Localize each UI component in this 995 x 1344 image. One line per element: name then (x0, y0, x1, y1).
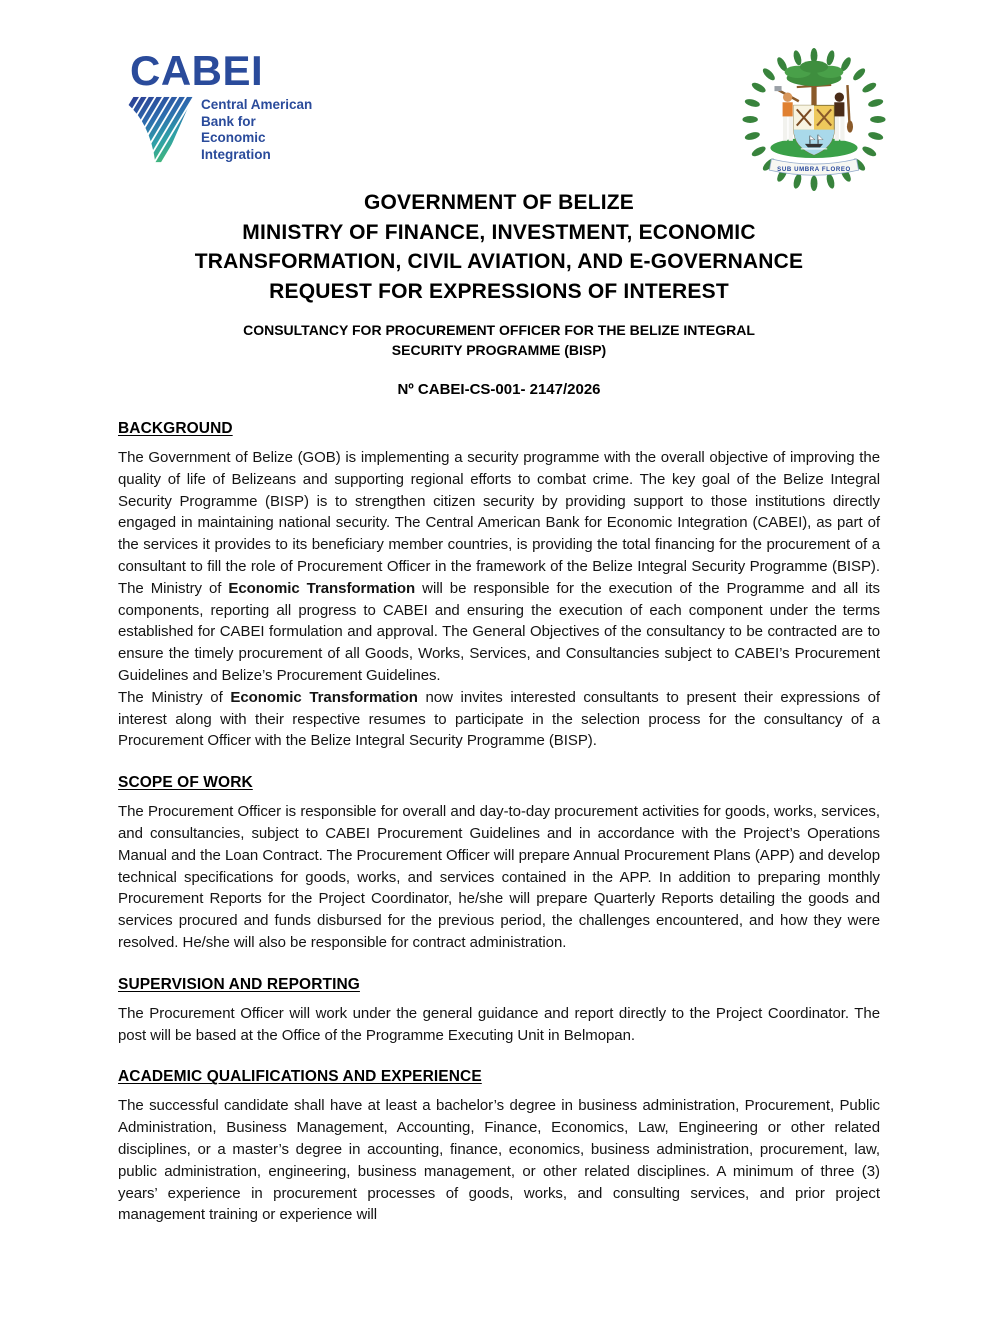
section-academic-qualifications (118, 1068, 880, 1226)
motto-banner (769, 159, 858, 175)
cabei-name-line: Central American (201, 97, 313, 112)
paragraph: The successful candidate shall have at least a bachelor’s degree in business administration, Procurement, Public Administration, Business Management, Accounting, Finance, Economics, Law, Engineering or other related disciplines, or a master’s degree in accounting, finance, economics, business administration, procurement, law, public administration, engineering, business management, or other related disciplines. A minimum of three (3) years’ experience in procurement processes of goods, works, and consulting services, and prior project management training or experience will (118, 1097, 880, 1224)
motto-text: SUB UMBRA FLOREO (777, 166, 851, 174)
paragraph: The Procurement Officer is responsible for overall and day-to-day procurement activities for goods, works, services, and consultancies, subject to CABEI Procurement Guidelines and in accordance with the Project’s Operations Manual and the Loan Contract. The Procurement Officer will prepare Annual Procurement Plans (APP) and develop technical specifications for goods, works, and services contained in the APP. In addition to preparing monthly Procurement Reports for the Project Coordinator, he/she will prepare Quarterly Reports detailing the goods and services procured and funds disbursed for the previous period, the challenges encountered, and how they were resolved. He/she will also be responsible for contract administration. (118, 803, 880, 951)
cabei-logo (118, 47, 348, 164)
cabei-name-line: Integration (201, 146, 271, 162)
paragraph: The Procurement Officer will work under the general guidance and report directly to the Project Coordinator. The post will be based at the Office of the Programme Executing Unit in Belmopan. (118, 1004, 880, 1044)
cabei-full-name (201, 96, 312, 164)
cabei-name-line: Bank for (201, 113, 256, 129)
belize-coat-of-arms-icon (738, 46, 890, 194)
section-background (118, 420, 880, 752)
cabei-stripes-icon (118, 96, 196, 164)
reference-number: Nº CABEI-CS-001- 2147/2026 (397, 381, 601, 398)
right-figure (834, 85, 853, 141)
title-line: GOVERNMENT OF BELIZE (363, 191, 634, 214)
paragraph: The Government of Belize (GOB) is implementing a security programme with the overall objective of improving the quality of life of Belizeans and supporting regional efforts to combat crime. The key goal of the Belize Integral Security Programme (BISP) is to strengthen citizen security by providing support to those institutions directly engaged in maintaining national security. The Central American Bank for Economic Integration (CABEI), as part of the services it provides to its beneficiary member countries, is providing the total financing for the procurement of a consultant to fill the role of Procurement Officer in the framework of the Belize Integral Security Programme (BISP). The Ministry of Economic Transformation will be responsible for the execution of the Programme and all its components, reporting all progress to CABEI and ensuring the execution of each component under the terms established for CABEI formulation and approval. The General Objectives of the consultancy to be contracted are to ensure the timely procurement of all Goods, Works, Services, and Consultancies subject to CABEI’s Procurement Guidelines and Belize’s Procurement Guidelines. (118, 449, 880, 684)
section-heading: SCOPE OF WORK (118, 774, 253, 792)
cabei-name-line: Economic (201, 130, 266, 145)
section-heading: SUPERVISION AND REPORTING (118, 975, 360, 993)
cabei-acronym: CABEI (130, 47, 264, 94)
title-line: MINISTRY OF FINANCE, INVESTMENT, ECONOMIC (242, 220, 756, 244)
section-scope-of-work (118, 774, 880, 954)
subtitle-line: CONSULTANCY FOR PROCUREMENT OFFICER FOR THE BELIZE INTEGRAL (243, 322, 755, 338)
consultancy-subtitle (118, 320, 880, 360)
section-heading: BACKGROUND (118, 420, 233, 437)
title-line: REQUEST FOR EXPRESSIONS OF INTEREST (269, 279, 729, 303)
paragraph: The Ministry of Economic Transformation now invites interested consultants to present their expressions of interest along with their respective resumes to participate in the selection process for the consultancy of a Procurement Officer with the Belize Integral Security Programme (BISP). (118, 688, 880, 750)
subtitle-line: SECURITY PROGRAMME (BISP) (391, 342, 607, 358)
section-supervision-reporting (118, 976, 880, 1047)
mahogany-tree (785, 61, 844, 109)
section-heading: ACADEMIC QUALIFICATIONS AND EXPERIENCE (118, 1068, 482, 1086)
title-line: TRANSFORMATION, CIVIL AVIATION, AND E-GOVERNANCE (194, 250, 804, 273)
